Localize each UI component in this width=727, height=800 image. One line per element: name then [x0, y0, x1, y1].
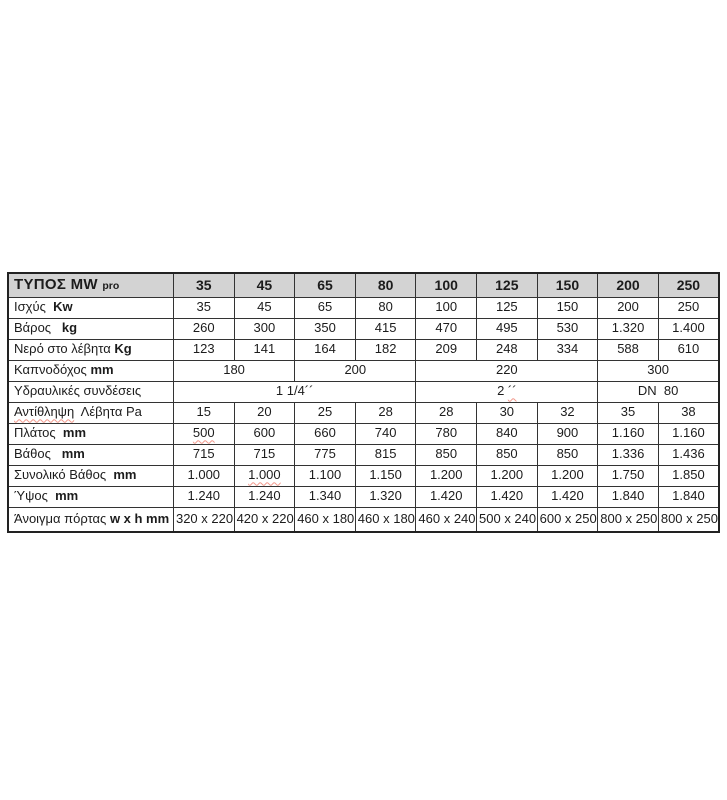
- cell-text: 500 x 240: [479, 511, 537, 527]
- cell-text: MW: [70, 276, 103, 293]
- table-row: [8, 297, 719, 318]
- spec-table: [7, 272, 720, 533]
- cell: [598, 465, 659, 486]
- row-label: [8, 339, 173, 360]
- cell: [477, 444, 538, 465]
- cell: [295, 423, 356, 444]
- cell: [355, 318, 416, 339]
- cell: [658, 444, 719, 465]
- cell: [598, 423, 659, 444]
- cell-text: 300: [647, 362, 669, 378]
- cell: [173, 318, 234, 339]
- cell-text: 25: [317, 404, 333, 420]
- cell-text: w x h mm: [109, 511, 170, 527]
- cell-text: 209: [435, 341, 458, 357]
- cell-text: 900: [556, 425, 579, 441]
- cell-text: 1.320: [369, 488, 402, 504]
- cell-text: 800 x 250: [660, 511, 718, 527]
- cell-text: 495: [495, 320, 518, 336]
- cell: [658, 465, 719, 486]
- cell-text: 35: [195, 276, 212, 293]
- cell: [416, 465, 477, 486]
- cell-text: 588: [617, 341, 639, 357]
- cell: [537, 465, 598, 486]
- cell-text: 320 x 220: [175, 511, 234, 527]
- cell-text: 164: [314, 341, 336, 357]
- cell: [477, 339, 538, 360]
- column-header: [234, 273, 295, 297]
- cell: [234, 465, 295, 486]
- cell-text: 180: [223, 362, 245, 378]
- cell-text: 220: [495, 362, 518, 378]
- cell-text: 1.840: [611, 488, 645, 504]
- cell-text: 1.320: [611, 320, 645, 336]
- cell: [416, 486, 477, 507]
- cell-text: Ύψος: [14, 488, 56, 504]
- cell-text: 100: [434, 276, 458, 293]
- row-label: [8, 402, 173, 423]
- cell-text: Αντίθληψη: [14, 404, 75, 420]
- cell-text: mm: [90, 362, 114, 378]
- cell-text: mm: [55, 488, 79, 504]
- cell-text: 125: [495, 276, 519, 293]
- cell-text: 1.420: [490, 488, 524, 504]
- cell-text: 334: [556, 341, 579, 357]
- cell: [658, 402, 719, 423]
- cell: [658, 318, 719, 339]
- column-header: [173, 273, 234, 297]
- cell: [658, 486, 719, 507]
- cell-text: 1.420: [429, 488, 463, 504]
- cell-text: Ισχύς: [14, 299, 54, 315]
- cell-text: mm: [113, 467, 137, 483]
- cell-text: 1.420: [551, 488, 584, 504]
- table-row: [8, 507, 719, 532]
- cell-text: 200: [617, 299, 639, 315]
- cell: [355, 444, 416, 465]
- cell: [295, 339, 356, 360]
- cell-text: 45: [256, 276, 273, 293]
- cell: [355, 297, 416, 318]
- cell-text: 65: [317, 276, 333, 293]
- cell-text: 150: [555, 276, 580, 293]
- cell-text: 30: [499, 404, 515, 420]
- column-header: [477, 273, 538, 297]
- cell-text: 300: [253, 320, 276, 336]
- column-header: [295, 273, 356, 297]
- cell: [355, 486, 416, 507]
- cell: [416, 360, 598, 381]
- cell-text: 80: [378, 299, 393, 315]
- cell: [234, 318, 295, 339]
- cell-text: 1.000: [248, 467, 281, 483]
- cell-text: 65: [317, 299, 333, 315]
- cell-text: 460 x 180: [357, 511, 415, 527]
- cell-text: ´´: [507, 383, 517, 399]
- cell-text: 35: [196, 299, 211, 315]
- cell-text: 45: [257, 299, 272, 315]
- cell: [598, 402, 659, 423]
- cell-text: kg: [61, 320, 78, 336]
- cell: [416, 318, 477, 339]
- cell: [173, 339, 234, 360]
- cell-text: 250: [676, 276, 701, 293]
- cell-text: 1.340: [308, 488, 342, 504]
- cell-text: 780: [435, 425, 458, 441]
- cell-text: 415: [374, 320, 397, 336]
- cell-text: 850: [495, 446, 518, 462]
- column-header: [416, 273, 477, 297]
- cell-text: 28: [438, 404, 454, 420]
- cell: [295, 360, 416, 381]
- cell-text: ΤΥΠΟΣ: [14, 276, 71, 293]
- cell-text: Kg: [114, 341, 132, 357]
- cell-text: 460 x 180: [297, 511, 355, 527]
- cell: [537, 423, 598, 444]
- cell-text: DN 80: [637, 383, 679, 399]
- cell: [295, 402, 356, 423]
- cell-text: 1.436: [672, 446, 705, 462]
- column-header: [355, 273, 416, 297]
- cell: [173, 423, 234, 444]
- cell-text: 1.160: [611, 425, 645, 441]
- cell-text: 600 x 250: [539, 511, 597, 527]
- cell: [173, 297, 234, 318]
- cell-text: 1.400: [672, 320, 705, 336]
- cell: [234, 423, 295, 444]
- cell: [416, 507, 477, 532]
- cell-text: 530: [556, 320, 579, 336]
- cell: [537, 444, 598, 465]
- row-label: [8, 318, 173, 339]
- cell: [598, 339, 659, 360]
- cell: [416, 339, 477, 360]
- cell: [598, 318, 659, 339]
- cell-text: 600: [253, 425, 276, 441]
- cell-text: 1.160: [672, 425, 705, 441]
- cell: [477, 465, 538, 486]
- cell-text: 125: [495, 299, 518, 315]
- cell-text: 1.200: [551, 467, 584, 483]
- table-row: [8, 339, 719, 360]
- row-label: [8, 423, 173, 444]
- table-row: [8, 402, 719, 423]
- cell-text: 1.240: [248, 488, 281, 504]
- cell-text: 1.150: [369, 467, 402, 483]
- cell: [598, 360, 719, 381]
- cell-text: 200: [616, 276, 640, 293]
- cell: [477, 507, 538, 532]
- cell-text: Υδραυλικές συνδέσεις: [14, 383, 142, 399]
- cell-text: 182: [374, 341, 397, 357]
- cell-text: 260: [192, 320, 215, 336]
- cell-text: 800 x 250: [600, 511, 658, 527]
- cell: [416, 381, 598, 402]
- cell-text: Λέβητα Pa: [74, 404, 142, 420]
- cell-text: mm: [62, 425, 87, 441]
- cell: [537, 297, 598, 318]
- cell-text: Kw: [53, 299, 73, 315]
- cell-text: 80: [377, 276, 394, 293]
- cell-text: 840: [495, 425, 518, 441]
- cell: [537, 339, 598, 360]
- cell: [416, 444, 477, 465]
- cell: [477, 297, 538, 318]
- row-label: [8, 381, 173, 402]
- cell-text: 141: [253, 341, 276, 357]
- cell: [416, 423, 477, 444]
- cell: [537, 318, 598, 339]
- cell: [598, 444, 659, 465]
- cell-text: Νερό στο λέβητα: [14, 341, 115, 357]
- cell: [173, 486, 234, 507]
- cell: [234, 486, 295, 507]
- cell-text: 715: [192, 446, 215, 462]
- cell-text: 460 x 240: [418, 511, 476, 527]
- cell-text: 1 1/4´´: [275, 383, 314, 399]
- row-label: [8, 486, 173, 507]
- cell-text: 15: [196, 404, 211, 420]
- cell-text: 1.750: [611, 467, 645, 483]
- cell: [295, 297, 356, 318]
- cell: [234, 507, 295, 532]
- cell: [295, 318, 356, 339]
- table-header-row: [8, 273, 719, 297]
- cell: [234, 339, 295, 360]
- cell: [537, 402, 598, 423]
- cell-text: 420 x 220: [236, 511, 294, 527]
- cell-text: Καπνοδόχος: [14, 362, 91, 378]
- cell-text: Βάθος: [14, 446, 62, 462]
- row-label: [8, 360, 173, 381]
- cell-text: 1.100: [308, 467, 342, 483]
- table-row: [8, 423, 719, 444]
- cell-text: 35: [620, 404, 636, 420]
- table-row: [8, 360, 719, 381]
- cell: [234, 297, 295, 318]
- row-label: [8, 465, 173, 486]
- column-header: [537, 273, 598, 297]
- cell: [598, 507, 659, 532]
- cell: [477, 318, 538, 339]
- table-row: [8, 465, 719, 486]
- cell-text: 1.850: [672, 467, 705, 483]
- cell-text: 470: [435, 320, 458, 336]
- cell: [658, 423, 719, 444]
- cell-text: 1.240: [187, 488, 221, 504]
- cell: [658, 507, 719, 532]
- cell: [416, 402, 477, 423]
- cell-text: 150: [556, 299, 579, 315]
- cell-text: 250: [677, 299, 700, 315]
- cell: [355, 339, 416, 360]
- cell: [416, 297, 477, 318]
- cell-text: 248: [495, 341, 518, 357]
- cell: [355, 423, 416, 444]
- cell: [173, 507, 234, 532]
- cell-text: 740: [374, 425, 397, 441]
- cell-text: Άνοιγμα πόρτας: [14, 511, 110, 527]
- cell-text: 500: [192, 425, 215, 441]
- cell-text: 1.200: [429, 467, 463, 483]
- cell-text: 660: [314, 425, 336, 441]
- cell-text: 2: [497, 383, 508, 399]
- cell: [355, 465, 416, 486]
- column-header: [598, 273, 659, 297]
- cell-text: 1.840: [672, 488, 705, 504]
- cell-text: Συνολικό Βάθος: [14, 467, 114, 483]
- cell: [173, 465, 234, 486]
- cell-text: 1.336: [611, 446, 645, 462]
- cell: [173, 402, 234, 423]
- table-row: [8, 318, 719, 339]
- cell-text: Βάρος: [14, 320, 62, 336]
- cell: [355, 402, 416, 423]
- cell: [477, 486, 538, 507]
- cell: [234, 402, 295, 423]
- cell-text: pro: [102, 280, 120, 292]
- cell-text: 1.200: [490, 467, 524, 483]
- cell-text: 32: [560, 404, 575, 420]
- cell-text: 100: [435, 299, 458, 315]
- row-label: [8, 297, 173, 318]
- cell: [173, 360, 294, 381]
- column-header: [658, 273, 719, 297]
- cell: [477, 402, 538, 423]
- cell: [295, 444, 356, 465]
- cell-text: 123: [192, 341, 215, 357]
- cell: [598, 297, 659, 318]
- cell: [537, 486, 598, 507]
- cell: [295, 507, 356, 532]
- table-title-cell: [8, 273, 173, 297]
- cell-text: 350: [314, 320, 336, 336]
- cell-text: 850: [435, 446, 458, 462]
- cell: [295, 486, 356, 507]
- table-row: [8, 381, 719, 402]
- cell-text: 28: [378, 404, 393, 420]
- cell-text: 815: [374, 446, 397, 462]
- cell: [477, 423, 538, 444]
- cell-text: 200: [344, 362, 367, 378]
- cell: [295, 465, 356, 486]
- cell: [234, 444, 295, 465]
- cell: [658, 339, 719, 360]
- cell: [598, 486, 659, 507]
- cell-text: 20: [257, 404, 272, 420]
- cell: [173, 381, 415, 402]
- cell: [537, 507, 598, 532]
- cell-text: Πλάτος: [14, 425, 63, 441]
- table-row: [8, 444, 719, 465]
- cell-text: mm: [61, 446, 85, 462]
- row-label: [8, 444, 173, 465]
- cell-text: 610: [677, 341, 700, 357]
- cell-text: 38: [681, 404, 696, 420]
- cell-text: 850: [556, 446, 579, 462]
- cell: [173, 444, 234, 465]
- cell-text: 715: [253, 446, 276, 462]
- cell: [598, 381, 719, 402]
- cell: [658, 297, 719, 318]
- row-label: [8, 507, 173, 532]
- cell-text: 1.000: [187, 467, 221, 483]
- cell: [355, 507, 416, 532]
- table-row: [8, 486, 719, 507]
- cell-text: 775: [314, 446, 336, 462]
